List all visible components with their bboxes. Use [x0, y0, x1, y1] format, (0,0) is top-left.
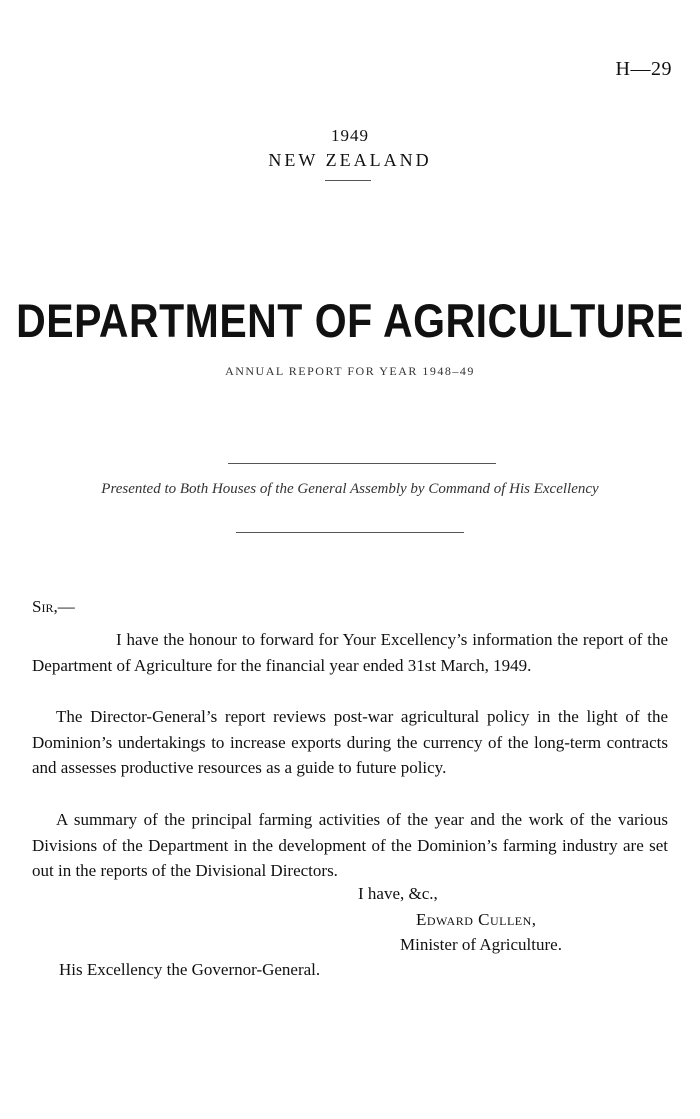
- document-code: H—29: [615, 58, 672, 80]
- report-subtitle: ANNUAL REPORT FOR YEAR 1948–49: [225, 364, 475, 378]
- page-title: DEPARTMENT OF AGRICULTURE: [16, 294, 684, 348]
- letter-paragraph: A summary of the principal farming activities of the year and the work of the various Divisions of the Department in the development of the Dominion’s farming industry are set out in the reports of the Divisional Directors.: [32, 810, 668, 880]
- salutation: Sir,—: [32, 597, 75, 616]
- divider-rule: [228, 463, 496, 464]
- report-year: 1949: [331, 126, 369, 145]
- letter-paragraph: I have the honour to forward for Your Excellency’s information the report of the Department of Agriculture for the financial year ended 31st March, 1949.: [32, 630, 668, 675]
- country-name: NEW ZEALAND: [268, 150, 432, 170]
- divider-rule: [325, 180, 371, 181]
- divider-rule: [236, 532, 464, 533]
- addressee: His Excellency the Governor-General.: [59, 960, 321, 979]
- presentation-note: Presented to Both Houses of the General Assembly by Command of His Excellency: [101, 481, 599, 497]
- letter-paragraph: The Director-General’s report reviews post-war agricultural policy in the light of the Dominion’s undertakings to increase exports during the currency of the long-term contracts and assesses productive resources as a guide to future policy.: [32, 707, 668, 777]
- letter-closing: I have, &c.,: [358, 884, 438, 903]
- signature-name: Edward Cullen,: [416, 910, 537, 929]
- signatory-title: Minister of Agriculture.: [400, 935, 562, 954]
